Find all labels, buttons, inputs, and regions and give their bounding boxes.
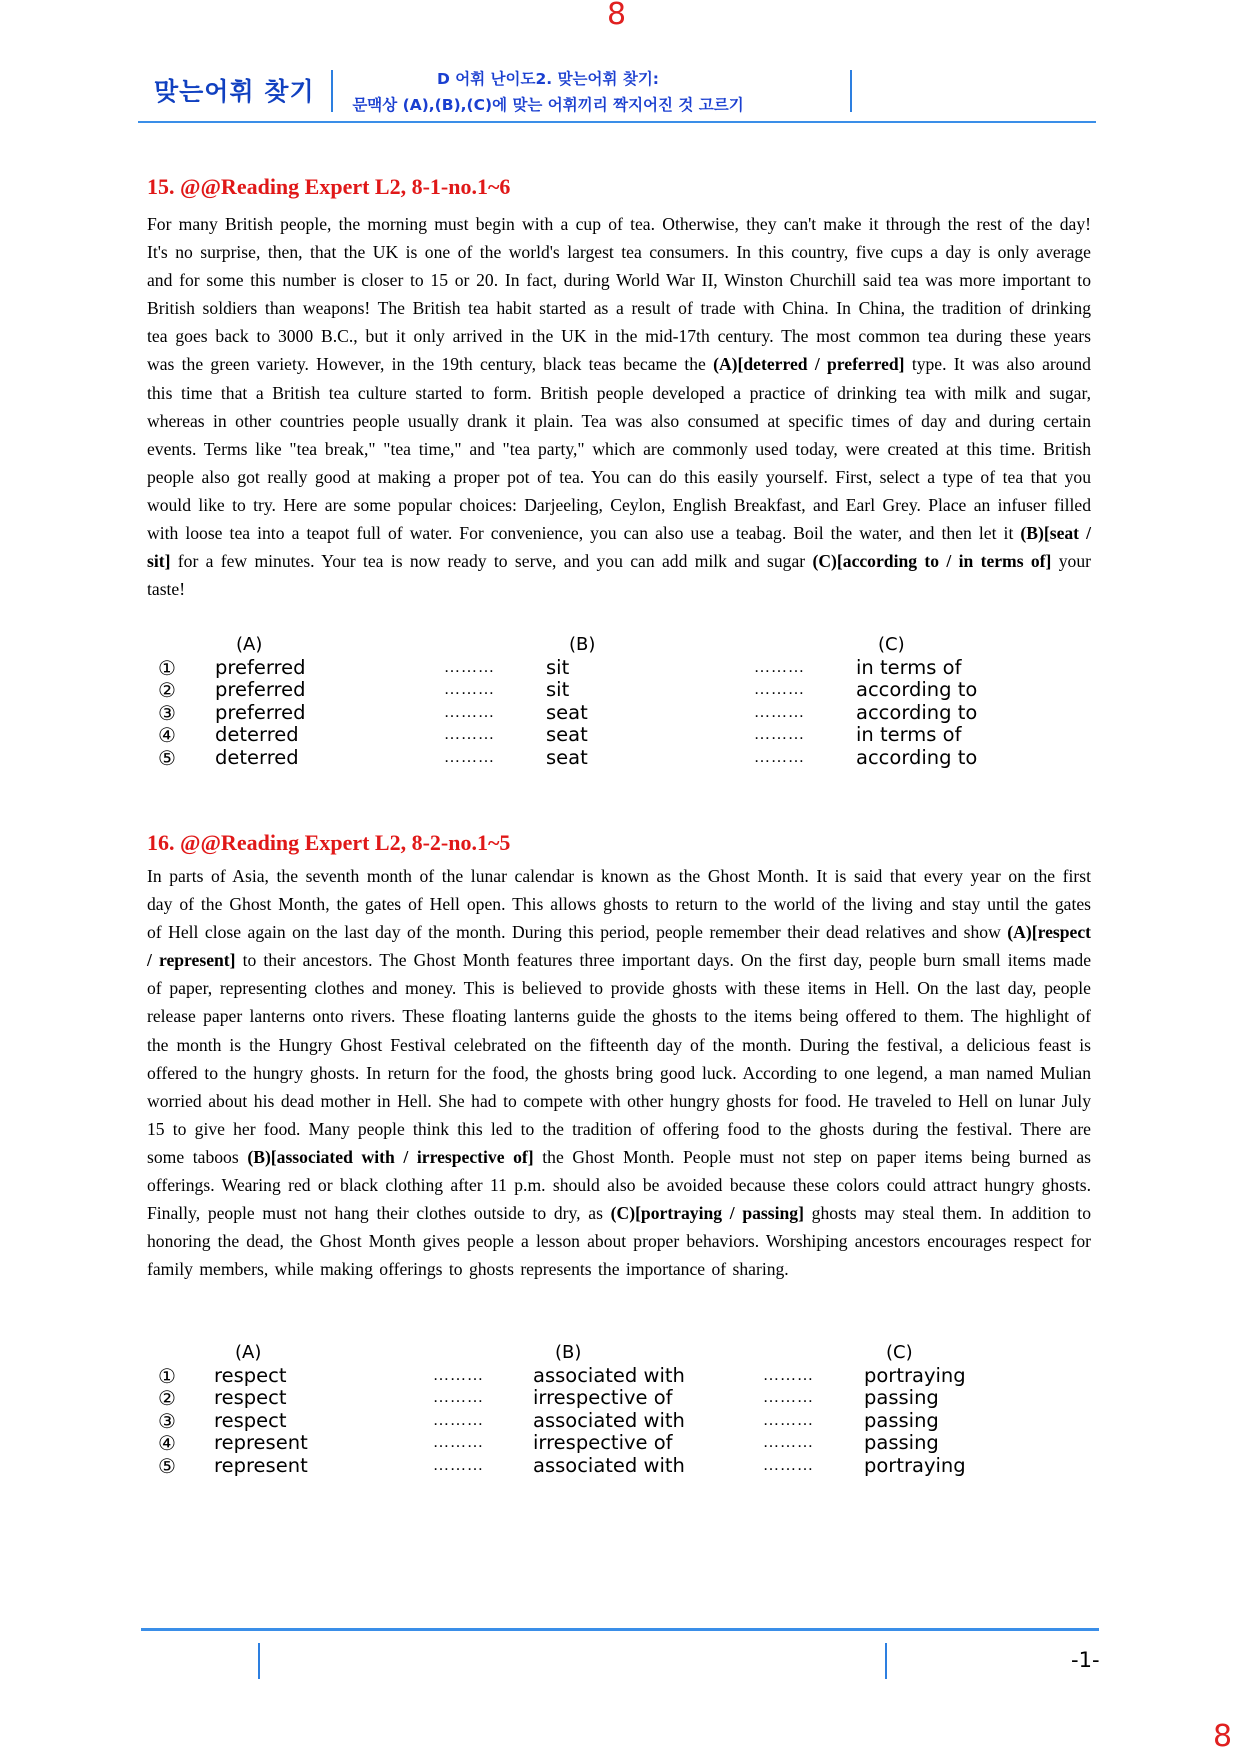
page-number: -1- (1071, 1648, 1100, 1672)
option-a: represent (214, 1431, 308, 1455)
passage-text: type. It was also around this time that a British tea culture started to form. British people developed a practice of drinking tea with milk and sugar, whereas in other countries people usually drank it plain. Tea was also consumed at specific times of day and during certain events. Terms like "tea break," "tea time," and "tea party," which are commonly used today, were created at this time. British people also got really good at making a proper pot of tea. You can do this easily yourself. First, select a type of tea that you would like to try. Here are some popular choices: Darjeeling, Ceylon, English Breakfast, and Earl Grey. Place an infuser filled with loose tea into a teapot full of water. For convenience, you can also use a teabag. Boil the water, and then let it (147, 354, 1091, 544)
dot-leader: ……… (754, 658, 805, 676)
column-header-b: (B) (569, 634, 596, 655)
dot-leader: ……… (754, 726, 805, 744)
option-number: ② (158, 678, 176, 703)
blank-b: (B)[associated with / irrespective of] (247, 1146, 534, 1167)
option-a: respect (214, 1408, 287, 1432)
column-header-b: (B) (555, 1342, 582, 1363)
choice-option[interactable] (157, 1432, 1037, 1455)
option-c: passing (864, 1431, 939, 1455)
footer-divider-right (885, 1643, 887, 1679)
choice-option[interactable] (157, 1387, 1037, 1410)
choice-option[interactable] (157, 1455, 1037, 1478)
option-c: according to (856, 745, 978, 769)
dot-leader: ……… (444, 703, 495, 721)
passage-text: For many British people, the morning must begin with a cup of tea. Otherwise, they can't make it through the rest of the day! It's no surprise, then, that the UK is one of the world's largest tea consumers. In this country, five cups a day is only average and for some this number is closer to 15 or 20. In fact, during World War II, Winston Churchill said tea was more important to British soldiers than weapons! The British tea habit started as a result of trade with China. In China, the tradition of drinking tea goes back to 3000 B.C., but it only arrived in the UK in the mid-17th century. The most common tea during these years was the green variety. However, in the 19th century, black teas became the (147, 214, 1091, 375)
option-c: passing (864, 1408, 939, 1432)
option-b: irrespective of (533, 1431, 673, 1455)
option-a: preferred (215, 700, 306, 724)
choice-option[interactable] (157, 702, 1037, 725)
option-a: represent (214, 1453, 308, 1477)
blank-a: (A)[respect / represent] (147, 922, 1091, 971)
option-c: passing (864, 1386, 939, 1410)
option-number: ① (158, 655, 176, 680)
page-header (138, 64, 1098, 124)
choice-option[interactable] (157, 1365, 1037, 1388)
column-header-c: (C) (878, 634, 905, 655)
option-a: respect (214, 1386, 287, 1410)
dot-leader: ……… (763, 1389, 814, 1407)
column-header-c: (C) (886, 1342, 913, 1363)
blank-c: (C)[portraying / passing] (610, 1203, 804, 1224)
header-title: 맞는어휘 찾기 (154, 77, 315, 106)
question-passage (147, 862, 1091, 1283)
header-divider-right (850, 70, 852, 112)
dot-leader: ……… (444, 726, 495, 744)
question-passage (147, 210, 1091, 603)
choice-option[interactable] (157, 657, 1037, 680)
passage-text: ghosts may steal them. In addition to honoring the dead, the Ghost Month gives people a lesson about proper behaviors. Worshiping ancestors encourages respect for family members, while making offerings to ghosts represents the importance of sharing. (147, 1203, 1091, 1280)
footer-divider-left (258, 1643, 260, 1679)
dot-leader: ……… (763, 1434, 814, 1452)
option-number: ① (158, 1363, 176, 1388)
option-a: preferred (215, 678, 306, 702)
blank-a: (A)[deterred / preferred] (713, 354, 905, 375)
dot-leader: ……… (433, 1411, 484, 1429)
option-c: in terms of (856, 723, 962, 747)
dot-leader: ……… (433, 1389, 484, 1407)
option-b: associated with (533, 1408, 685, 1432)
option-c: portraying (864, 1363, 966, 1387)
question-title: 15. @@Reading Expert L2, 8-1-no.1~6 (147, 174, 511, 199)
option-c: portraying (864, 1453, 966, 1477)
header-rule (138, 121, 1096, 123)
dot-leader: ……… (444, 681, 495, 699)
choice-option[interactable] (157, 724, 1037, 747)
option-a: preferred (215, 655, 306, 679)
option-a: deterred (215, 745, 299, 769)
option-number: ② (158, 1386, 176, 1411)
option-b: sit (546, 678, 570, 702)
dot-leader: ……… (754, 748, 805, 766)
blank-c: (C)[according to / in terms of] (812, 551, 1052, 572)
corner-page-number-top: 8 (607, 0, 627, 32)
option-b: seat (546, 723, 588, 747)
answer-choices (157, 634, 1037, 770)
choice-option[interactable] (157, 747, 1037, 770)
option-number: ④ (158, 723, 176, 748)
option-number: ⑤ (158, 1453, 176, 1478)
header-subtitle-line2: 문맥상 (A),(B),(C)에 맞는 어휘끼리 짝지어진 것 고르기 (352, 96, 744, 114)
column-header-a: (A) (235, 1342, 262, 1363)
question-title: 16. @@Reading Expert L2, 8-2-no.1~5 (147, 830, 511, 855)
dot-leader: ……… (444, 748, 495, 766)
option-b: seat (546, 745, 588, 769)
passage-text: for a few minutes. Your tea is now ready to serve, and you can add milk and sugar (170, 551, 813, 572)
corner-page-number-bottom: 8 (1213, 1719, 1233, 1754)
blank-b: (B)[seat / sit] (147, 523, 1091, 572)
header-subtitle (338, 66, 758, 118)
option-b: associated with (533, 1363, 685, 1387)
option-c: according to (856, 700, 978, 724)
passage-text: In parts of Asia, the seventh month of the lunar calendar is known as the Ghost Month. It is said that every year on the first day of the Ghost Month, the gates of Hell open. This allows ghosts to return to the world of the living and stay until the gates of Hell close again on the last day of the month. During this period, people remember their dead relatives and show (147, 866, 1091, 943)
passage-text: your taste! (147, 551, 1091, 600)
choice-header-row (157, 1342, 1037, 1365)
passage-text: to their ancestors. The Ghost Month features three important days. On the first day, people burn small items made of paper, representing clothes and money. This is believed to provide ghosts with these items in Hell. On the last day, people release paper lanterns onto rivers. These floating lanterns guide the ghosts to the items being offered to them. The highlight of the month is the Hungry Ghost Festival celebrated on the fifteenth day of the month. During the festival, a delicious feast is offered to the hungry ghosts. In return for the food, the ghosts bring good luck. According to one legend, a man named Mulian worried about his dead mother in Hell. She had to compete with other hungry ghosts for food. He traveled to Hell on lunar July 15 to give her food. Many people think this led to the tradition of offering food to the ghosts during the festival. There are some taboos (147, 950, 1091, 1167)
header-divider-left (331, 70, 333, 112)
column-header-a: (A) (236, 634, 263, 655)
choice-option[interactable] (157, 679, 1037, 702)
option-b: sit (546, 655, 570, 679)
dot-leader: ……… (763, 1456, 814, 1474)
dot-leader: ……… (763, 1366, 814, 1384)
option-b: seat (546, 700, 588, 724)
option-b: irrespective of (533, 1386, 673, 1410)
option-number: ⑤ (158, 745, 176, 770)
dot-leader: ……… (433, 1456, 484, 1474)
answer-choices (157, 1342, 1037, 1478)
dot-leader: ……… (754, 703, 805, 721)
dot-leader: ……… (444, 658, 495, 676)
passage-text: the Ghost Month. People must not step on paper items being burned as offerings. Wearing red or black clothing after 11 p.m. should also be avoided because these colors could attract hungry ghosts. Finally, people must not hang their clothes outside to dry, as (147, 1146, 1091, 1224)
dot-leader: ……… (433, 1366, 484, 1384)
option-number: ③ (158, 1408, 176, 1433)
header-subtitle-line1: D 어휘 난이도2. 맞는어휘 찾기: (436, 70, 660, 88)
choice-header-row (157, 634, 1037, 657)
option-c: in terms of (856, 655, 962, 679)
dot-leader: ……… (433, 1434, 484, 1452)
dot-leader: ……… (763, 1411, 814, 1429)
choice-option[interactable] (157, 1410, 1037, 1433)
option-b: associated with (533, 1453, 685, 1477)
footer-rule (141, 1628, 1099, 1631)
option-a: respect (214, 1363, 287, 1387)
option-c: according to (856, 678, 978, 702)
dot-leader: ……… (754, 681, 805, 699)
option-a: deterred (215, 723, 299, 747)
option-number: ③ (158, 700, 176, 725)
option-number: ④ (158, 1431, 176, 1456)
